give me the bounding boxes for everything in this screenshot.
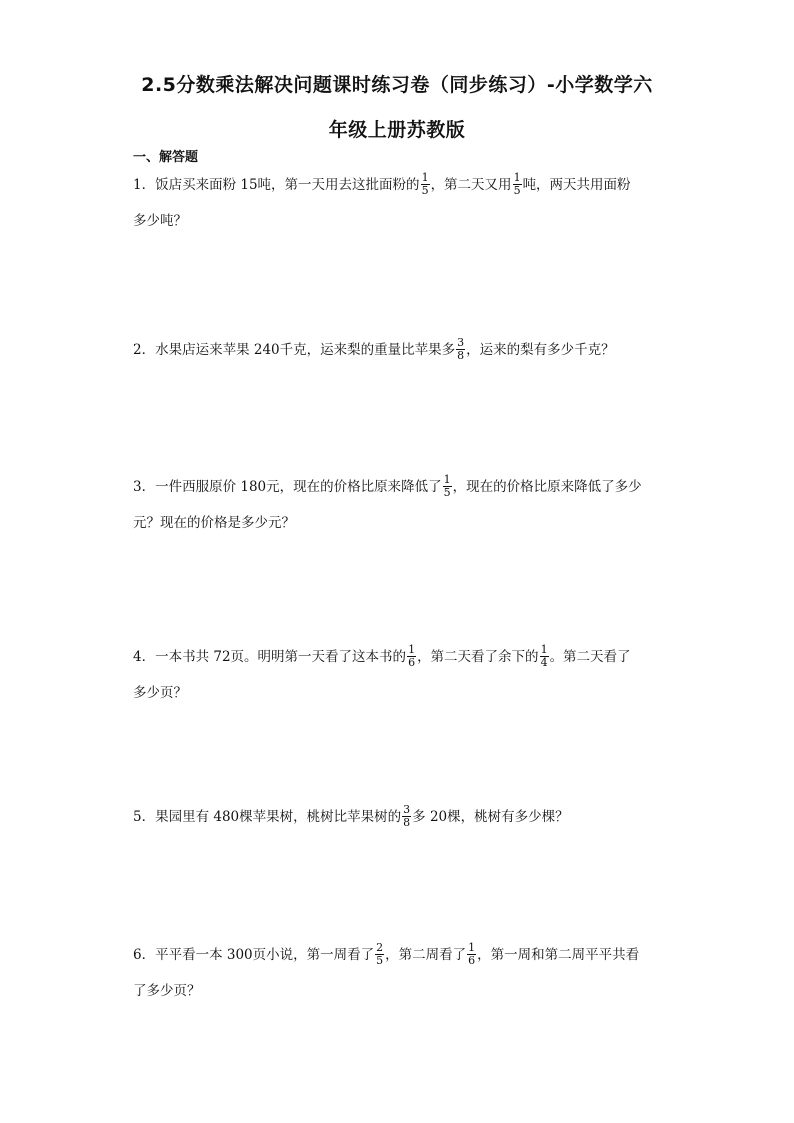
question-text: ，第一周和第二周平平共看	[477, 947, 640, 963]
fraction-denominator: 6	[468, 954, 476, 967]
fraction-numerator: 1	[443, 473, 451, 486]
worksheet-title-line-2: 年级上册苏教版	[328, 119, 466, 141]
fraction-denominator: 5	[513, 184, 521, 197]
fraction-numerator: 1	[468, 941, 476, 954]
question-line	[133, 802, 569, 832]
question-line	[133, 472, 642, 502]
fraction-denominator: 8	[403, 816, 411, 829]
fraction-numerator: 2	[376, 941, 384, 954]
fraction-numerator: 1	[408, 643, 416, 656]
fraction-denominator: 5	[443, 486, 451, 499]
question-line	[133, 335, 615, 365]
fraction	[407, 644, 416, 669]
question-text: 4．一本书共 72页。明明第一天看了这本书的	[133, 649, 407, 665]
fraction-numerator: 1	[513, 171, 521, 184]
question-text: ，现在的价格比原来降低了多少	[452, 479, 642, 495]
question-text: 。第二天看了	[549, 649, 631, 665]
question-line	[133, 940, 639, 970]
worksheet-title-line-1: 2.5分数乘法解决问题课时练习卷（同步练习）-小学数学六	[141, 74, 653, 96]
question-text: ，第二天又用	[430, 177, 512, 193]
question-text: ，第二天看了余下的	[417, 649, 539, 665]
fraction-denominator: 5	[376, 954, 384, 967]
fraction-denominator: 6	[408, 656, 416, 669]
question-text: 2．水果店运来苹果 240千克，运来梨的重量比苹果多	[133, 342, 456, 358]
question-line	[133, 678, 187, 708]
fraction	[467, 942, 476, 967]
fraction	[513, 172, 522, 197]
fraction	[402, 804, 411, 829]
question-line	[133, 508, 295, 538]
question-text: 了多少页？	[133, 983, 201, 999]
fraction	[443, 474, 452, 499]
question-text: ，第二周看了	[385, 947, 467, 963]
question-text: 1．饭店买来面粉 15吨，第一天用去这批面粉的	[133, 177, 420, 193]
question-text: 多少页？	[133, 685, 187, 701]
fraction-denominator: 8	[457, 349, 465, 362]
question-line	[133, 206, 187, 236]
question-text: ，运来的梨有多少千克？	[466, 342, 615, 358]
fraction-denominator: 4	[540, 656, 548, 669]
question-line	[133, 976, 201, 1006]
fraction	[421, 172, 430, 197]
question-text: 元？现在的价格是多少元？	[133, 515, 295, 531]
fraction	[375, 942, 384, 967]
question-line	[133, 170, 631, 200]
fraction-denominator: 5	[421, 184, 429, 197]
question-text: 多 20棵，桃树有多少棵？	[412, 809, 569, 825]
question-line	[133, 642, 631, 672]
fraction	[540, 644, 549, 669]
question-text: 5．果园里有 480棵苹果树，桃树比苹果树的	[133, 809, 402, 825]
fraction-numerator: 3	[457, 336, 465, 349]
fraction-numerator: 1	[540, 643, 548, 656]
question-text: 6．平平看一本 300页小说，第一周看了	[133, 947, 375, 963]
section-heading: 一、解答题	[133, 150, 199, 165]
fraction-numerator: 3	[403, 803, 411, 816]
fraction	[456, 337, 465, 362]
question-text: 3．一件西服原价 180元，现在的价格比原来降低了	[133, 479, 442, 495]
fraction-numerator: 1	[421, 171, 429, 184]
question-text: 多少吨？	[133, 213, 187, 229]
question-text: 吨，两天共用面粉	[522, 177, 631, 193]
